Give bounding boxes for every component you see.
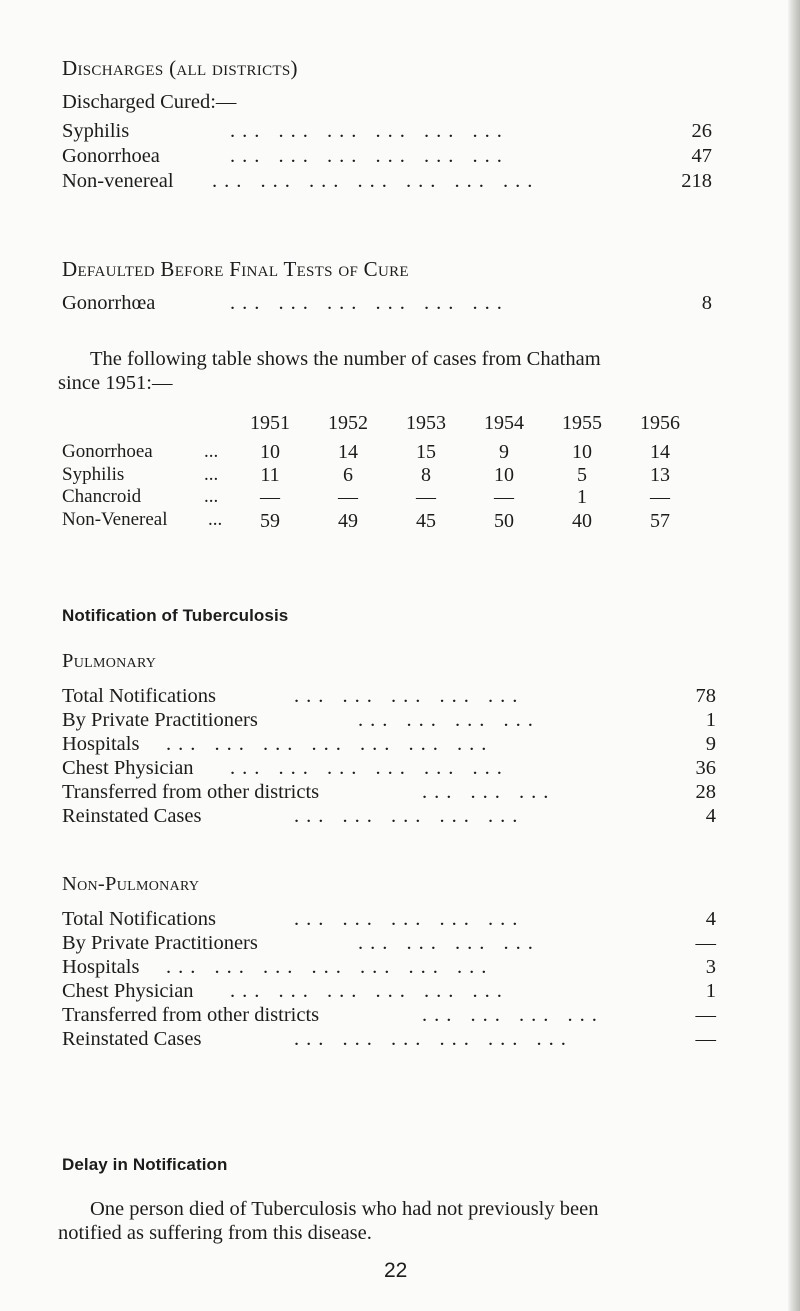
non-pulmonary-heading: Non-Pulmonary xyxy=(62,873,200,895)
non-pulmonary-row-label: Reinstated Cases xyxy=(62,1028,202,1050)
leader-dots: ... xyxy=(208,509,223,530)
pulmonary-row-value: 78 xyxy=(695,685,716,707)
non-pulmonary-row-label: By Private Practitioners xyxy=(62,932,258,954)
non-pulmonary-row-label: Total Notifications xyxy=(62,908,216,930)
table-cell: 10 xyxy=(494,464,514,486)
table-cell: 14 xyxy=(650,441,670,463)
pulmonary-row-label: Hospitals xyxy=(62,733,140,755)
leader-dots: ... ... ... ... xyxy=(422,1004,604,1026)
table-cell: — xyxy=(650,486,670,508)
pulmonary-row-value: 1 xyxy=(705,709,716,731)
leader-dots: ... ... ... ... ... xyxy=(294,805,525,827)
pulmonary-row-label: Transferred from other districts xyxy=(62,781,320,803)
chatham-intro-line1: The following table shows the number of cases from Chatham xyxy=(90,348,601,370)
table-cell: 11 xyxy=(260,464,280,486)
leader-dots: ... ... ... ... ... ... xyxy=(230,980,509,1002)
tuberculosis-heading: Notification of Tuberculosis xyxy=(62,606,289,625)
discharge-row-value: 26 xyxy=(691,120,712,142)
discharges-heading: Discharges (all districts) xyxy=(62,56,298,80)
non-pulmonary-row-value: 3 xyxy=(705,956,716,978)
non-pulmonary-row-value: — xyxy=(695,932,716,954)
chatham-intro-line2: since 1951:— xyxy=(58,372,173,394)
table-cell: — xyxy=(416,486,436,508)
table-cell: — xyxy=(260,486,280,508)
defaulted-heading: Defaulted Before Final Tests of Cure xyxy=(62,257,409,281)
table-cell: 9 xyxy=(499,441,509,463)
pulmonary-row-label: Chest Physician xyxy=(62,757,194,779)
table-cell: 50 xyxy=(494,510,514,532)
non-pulmonary-row-label: Transferred from other districts xyxy=(62,1004,320,1026)
leader-dots: ... ... ... ... ... ... ... xyxy=(166,956,494,978)
year-header: 1951 xyxy=(250,412,290,434)
leader-dots: ... ... ... ... ... ... xyxy=(230,120,509,142)
table-cell: 15 xyxy=(416,441,436,463)
table-row-label: Syphilis xyxy=(62,464,125,485)
year-header: 1954 xyxy=(484,412,524,434)
delay-paragraph-line1: One person died of Tuberculosis who had not previously been xyxy=(90,1198,599,1220)
pulmonary-row-label: Total Notifications xyxy=(62,685,216,707)
discharge-row-value: 47 xyxy=(691,145,712,167)
page-edge-shadow xyxy=(788,0,800,1311)
table-cell: — xyxy=(494,486,514,508)
table-cell: 13 xyxy=(650,464,670,486)
pulmonary-row-label: By Private Practitioners xyxy=(62,709,258,731)
page-number: 22 xyxy=(384,1259,408,1282)
defaulted-row-value: 8 xyxy=(701,292,712,314)
table-cell: 10 xyxy=(572,441,592,463)
non-pulmonary-row-label: Chest Physician xyxy=(62,980,194,1002)
year-header: 1952 xyxy=(328,412,368,434)
leader-dots: ... xyxy=(204,464,219,485)
table-cell: 14 xyxy=(338,441,358,463)
table-cell: 8 xyxy=(421,464,431,486)
non-pulmonary-row-value: — xyxy=(695,1004,716,1026)
discharge-row-value: 218 xyxy=(681,170,712,192)
table-cell: 6 xyxy=(343,464,353,486)
leader-dots: ... xyxy=(204,486,219,507)
year-header: 1953 xyxy=(406,412,446,434)
non-pulmonary-row-value: 4 xyxy=(705,908,716,930)
non-pulmonary-row-label: Hospitals xyxy=(62,956,140,978)
table-cell: 5 xyxy=(577,464,587,486)
table-cell: 1 xyxy=(577,486,587,508)
table-cell: 59 xyxy=(260,510,280,532)
leader-dots: ... ... ... xyxy=(422,781,556,803)
leader-dots: ... ... ... ... ... xyxy=(294,908,525,930)
table-cell: 40 xyxy=(572,510,592,532)
table-row-label: Chancroid xyxy=(62,486,142,507)
discharge-row-label: Gonorrhoea xyxy=(62,145,160,167)
leader-dots: ... ... ... ... xyxy=(358,932,540,954)
pulmonary-row-value: 28 xyxy=(695,781,716,803)
leader-dots: ... ... ... ... ... ... xyxy=(230,757,509,779)
delay-paragraph-line2: notified as suffering from this disease. xyxy=(58,1222,372,1244)
discharged-cured-subheading: Discharged Cured:— xyxy=(62,91,237,113)
table-cell: — xyxy=(338,486,358,508)
leader-dots: ... ... ... ... ... ... xyxy=(230,145,509,167)
table-cell: 10 xyxy=(260,441,280,463)
pulmonary-row-value: 4 xyxy=(705,805,716,827)
year-header: 1955 xyxy=(562,412,602,434)
leader-dots: ... ... ... ... ... ... xyxy=(230,292,509,314)
leader-dots: ... ... ... ... ... ... ... xyxy=(166,733,494,755)
delay-heading: Delay in Notification xyxy=(62,1155,228,1174)
leader-dots: ... ... ... ... ... xyxy=(294,685,525,707)
pulmonary-row-value: 9 xyxy=(705,733,716,755)
pulmonary-row-label: Reinstated Cases xyxy=(62,805,202,827)
pulmonary-heading: Pulmonary xyxy=(62,650,157,672)
table-row-label: Non-Venereal xyxy=(62,509,168,530)
non-pulmonary-row-value: — xyxy=(695,1028,716,1050)
discharge-row-label: Syphilis xyxy=(62,120,130,142)
table-cell: 57 xyxy=(650,510,670,532)
defaulted-row-label: Gonorrhœa xyxy=(62,292,156,314)
table-row-label: Gonorrhoea xyxy=(62,441,153,462)
table-cell: 49 xyxy=(338,510,358,532)
non-pulmonary-row-value: 1 xyxy=(705,980,716,1002)
leader-dots: ... ... ... ... ... ... xyxy=(294,1028,573,1050)
year-header: 1956 xyxy=(640,412,680,434)
leader-dots: ... ... ... ... ... ... ... xyxy=(212,170,540,192)
table-cell: 45 xyxy=(416,510,436,532)
leader-dots: ... ... ... ... xyxy=(358,709,540,731)
discharge-row-label: Non-venereal xyxy=(62,170,174,192)
leader-dots: ... xyxy=(204,441,219,462)
pulmonary-row-value: 36 xyxy=(695,757,716,779)
